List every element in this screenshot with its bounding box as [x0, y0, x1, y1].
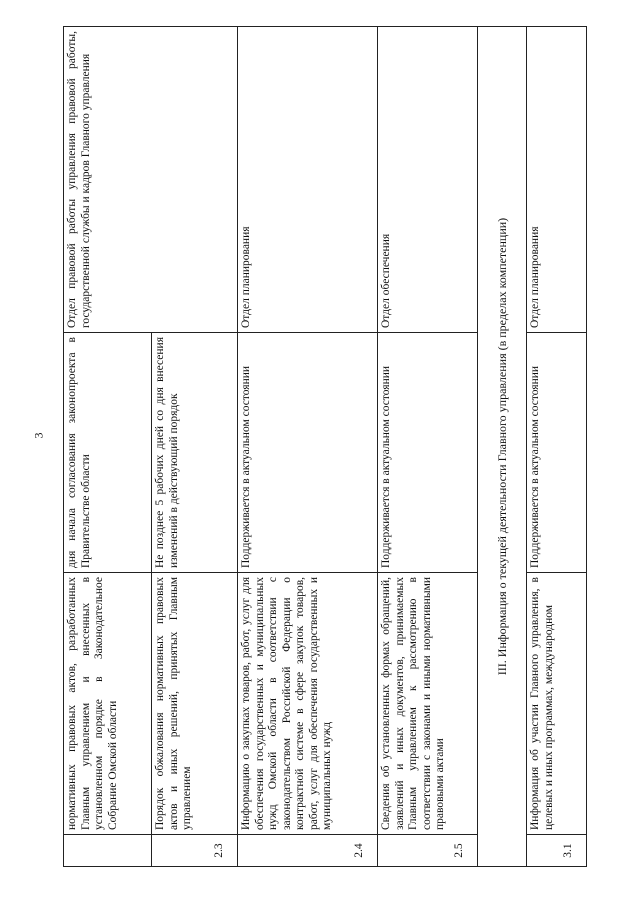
row-number: 2.5 [378, 835, 478, 867]
row-responsible: Отдел планирования [527, 27, 587, 333]
row-info: Порядок обжалования нормативных правовых актов и иных решений, принятых Главным управлением [152, 573, 238, 835]
section-title: III. Информация о текущей деятельности Главного управления (в пределах компетенции) [478, 27, 527, 867]
table-row [378, 27, 478, 867]
row-responsible: Отдел правовой работы управления правовой работы, государственной службы и кадров Главного управления [64, 27, 238, 333]
row-period: Поддерживается в актуальном состоянии [238, 333, 378, 573]
page-number: 3 [31, 432, 46, 439]
row-period: Поддерживается в актуальном состоянии [378, 333, 478, 573]
row-info: Сведения об установленных формах обращений, заявлений и иных документов, принимаемых Главным управлением к рассмотрению в соответствии с законами и иными нормативными правовыми актами [378, 573, 478, 835]
row-responsible: Отдел планирования [238, 27, 378, 333]
row-number: 2.4 [238, 835, 378, 867]
section-header-row [478, 27, 527, 867]
row-number [64, 835, 152, 867]
row-info: Информация об участии Главного управления, в целевых и иных программах, международном [527, 573, 587, 835]
table-row [64, 27, 152, 867]
row-number: 3.1 [527, 835, 587, 867]
table-row [527, 27, 587, 867]
row-info: Информацию о закупках товаров, работ, услуг для обеспечения государственных и муниципальных нужд Омской области в соответствии с законодательством Российской Федерации о контрактной системе в сфере закупок товаров, работ, услуг для обеспечения государственных и муниципальных нужд [238, 573, 378, 835]
table-row [238, 27, 378, 867]
row-info: нормативных правовых актов, разработанных Главным управлением и внесенных в установленном порядке в Законодательное Собрание Омской области [64, 573, 152, 835]
row-period: Поддерживается в актуальном состоянии [527, 333, 587, 573]
row-period: дня начала согласования законопроекта в Правительстве области [64, 333, 152, 573]
row-number: 2.3 [152, 835, 238, 867]
info-table [63, 26, 587, 867]
rotated-table-wrapper [63, 27, 623, 867]
row-responsible: Отдел обеспечения [378, 27, 478, 333]
row-period: Не позднее 5 рабочих дней со дня внесения изменений в действующий порядок [152, 333, 238, 573]
